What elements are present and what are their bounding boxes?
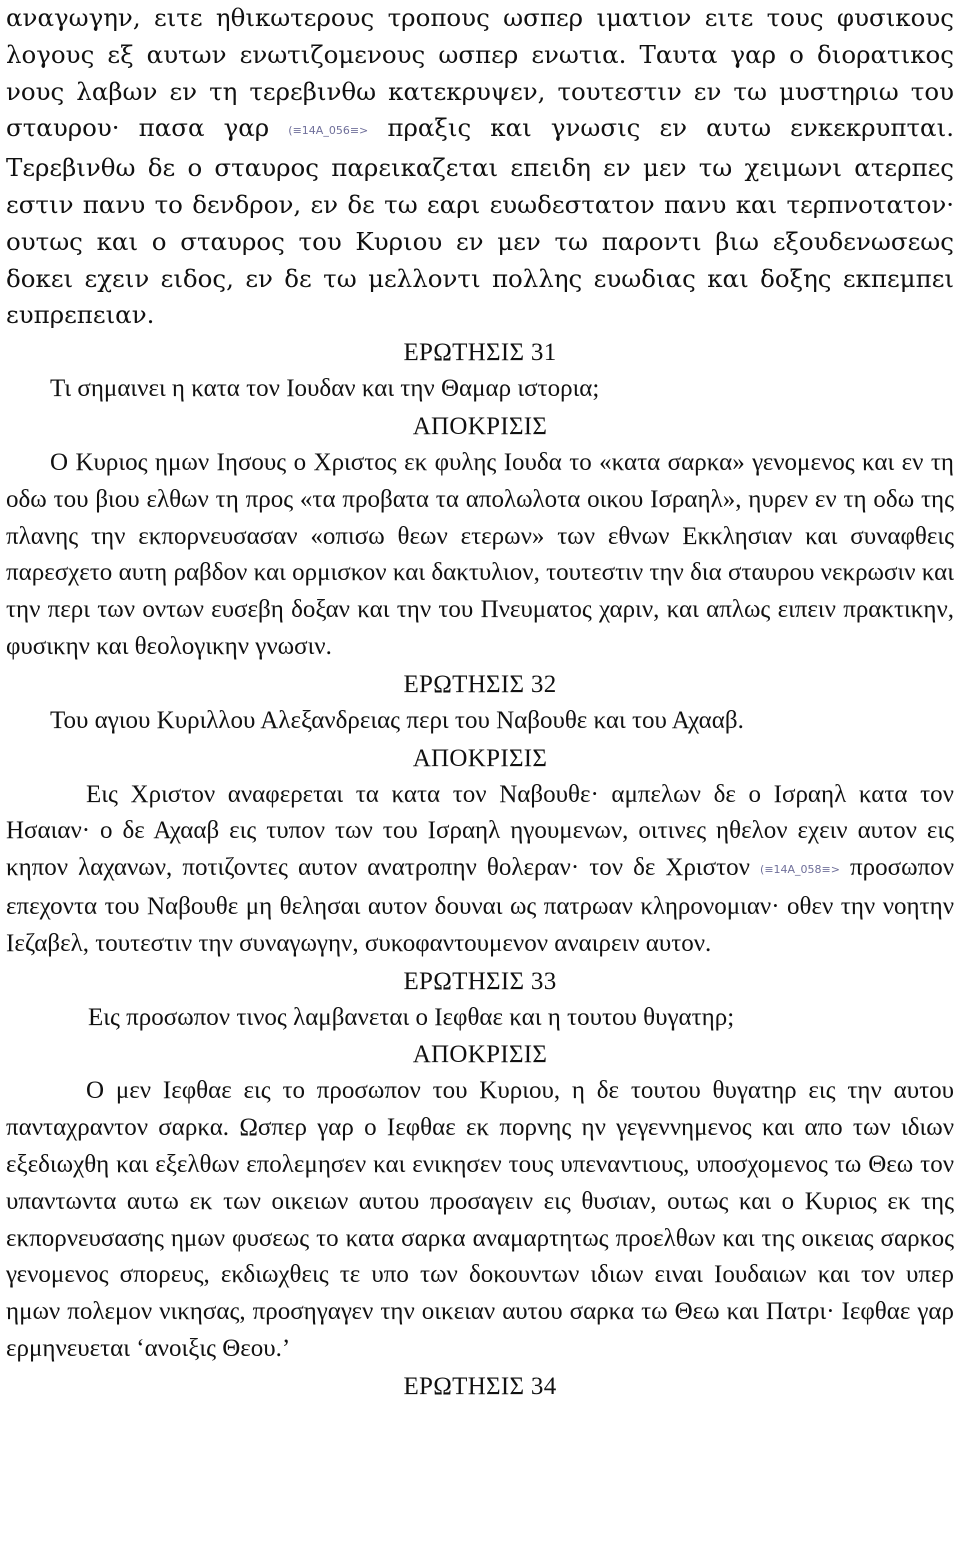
- question-heading-33: ΕΡΩΤΗΣΙΣ 33: [403, 967, 557, 995]
- question-heading-32: ΕΡΩΤΗΣΙΣ 32: [403, 670, 557, 698]
- answer-text: Εις Χριστον αναφερεται τα κατα τον Ναβουθε· αμπελων δε ο Ισραηλ κατα τον Ησαιαν· ο δε Αχααβ εις τυπον των του Ισραηλ ηγουμενων, οιτινες ηθελον εχειν αυτον εις κηπον λαχανων, ποτιζοντες αυτον ανατροπην θολεραν· τον δε Χριστον: [6, 780, 954, 882]
- answer-heading-31: ΑΠΟΚΡΙΣΙΣ: [412, 412, 548, 440]
- paragraph-cross-terebinth: [6, 0, 954, 334]
- paragraph-text: πραξις και γνωσις εν αυτω ενκεκρυπται. Τερεβινθω δε ο σταυρος παρεικαζεται επειδη εν μεν τω χειμωνι ατερπες εστιν πανυ το δενδρον, εν δε τω εαρι ευωδεστατον πανυ και τερπνοτατον· ουτως και ο σταυρος του Κυριου εν μεν τω παροντι βιω εξουδενωσεως δοκει εχειν ειδος, εν δε τω μελλοντι πολλης ευωδιας και δοξης εκπεμπει ευπρεπειαν.: [6, 113, 954, 330]
- question-heading-34: ΕΡΩΤΗΣΙΣ 34: [403, 1372, 557, 1400]
- answer-text-32: [6, 777, 954, 963]
- answer-text-31: Ο Κυριος ημων Ιησους ο Χριστος εκ φυλης Ιουδα το «κατα σαρκα» γενομενος και εν τη οδω του βιου ελθων τη προς «τα προβατα τα απολωλοτα οικου Ισραηλ», ηυρεν εν τη οδω της πλανης την εκπορνευσασαν «οπισω θεων ετερων» των εθνων Εκκλησιαν και συναφθεις παρεσχετο αυτη ραβδον και ορμισκον και δακτυλιον, τουτεστιν την δια σταυρου νεκρωσιν και την περι των οντων ευσεβη δοξαν και την του Πνευματος χαριν, και απλως ειπειν πρακτικην, φυσικην και θεολογικην γνωσιν.: [6, 448, 954, 660]
- question-heading-31: ΕΡΩΤΗΣΙΣ 31: [403, 339, 557, 367]
- answer-heading-33: ΑΠΟΚΡΙΣΙΣ: [412, 1041, 548, 1069]
- page-marker: (≡14A_058≡>: [760, 863, 840, 877]
- answer-text: προσωπον επεχοντα του Ναβουθε μη θελησαι αυτον δουναι ως πατρωαν κληρονομιαν· οθεν την νοητην Ιεζαβελ, τουτεστιν την συναγωγην, συκοφαντουμενον αναιρειν αυτον.: [6, 854, 955, 957]
- question-text-31: Τι σημαινει η κατα τον Ιουδαν και την Θαμαρ ιστορια;: [50, 375, 600, 403]
- question-text-33: Εις προσωπον τινος λαμβανεται ο Ιεφθαε και η τουτου θυγατηρ;: [88, 1003, 735, 1031]
- page-marker: (≡14A_056≡>: [288, 124, 369, 138]
- paragraph-text: αναγωγην, ειτε ηθικωτερους τροπους ωσπερ ιματιον ειτε τους φυσικους λογους εξ αυτων ενωτιζομενους ωσπερ ενωτια. Ταυτα γαρ ο διορατικος νους λαβων εν τη τερεβινθω κατεκρυψεν, τουτεστιν εν τω μυστηριω του σταυρου· πασα γαρ: [6, 3, 954, 143]
- question-text-32: Του αγιου Κυριλλου Αλεξανδρειας περι του Ναβουθε και του Αχααβ.: [50, 706, 744, 734]
- answer-heading-32: ΑΠΟΚΡΙΣΙΣ: [412, 744, 548, 772]
- answer-text-33: Ο μεν Ιεφθαε εις το προσωπον του Κυριου, η δε τουτου θυγατηρ εις την αυτου πανταχραντον σαρκα. Ωσπερ γαρ ο Ιεφθαε εκ πορνης ην γεγεννημενος και απο των ιδιων εξεδιωχθη και εξελθων επολεμησεν και ενικησεν τους υπεναντιους, υποσχομενος τω Θεω τον υπαντωντα αυτω εκ των οικειων αυτου προσαγειν εις θυσιαν, ουτως και ο Κυριος εκ της εκπορνευσασης ημων φυσεως το κατα σαρκα αναμαρτητως προελθων και της οικειας σαρκος γενομενος σπορευς, εκδιωχθεις τε υπο των δοκουντων ιδιων ειναι Ιουδαιων και τον υπερ ημων πολεμον νικησας, προσηγαγεν την οικειαν αυτου σαρκα τω Θεω και Πατρι· Ιεφθαε γαρ ερμηνευεται ‘ανοιξις Θεου.’: [6, 1077, 954, 1362]
